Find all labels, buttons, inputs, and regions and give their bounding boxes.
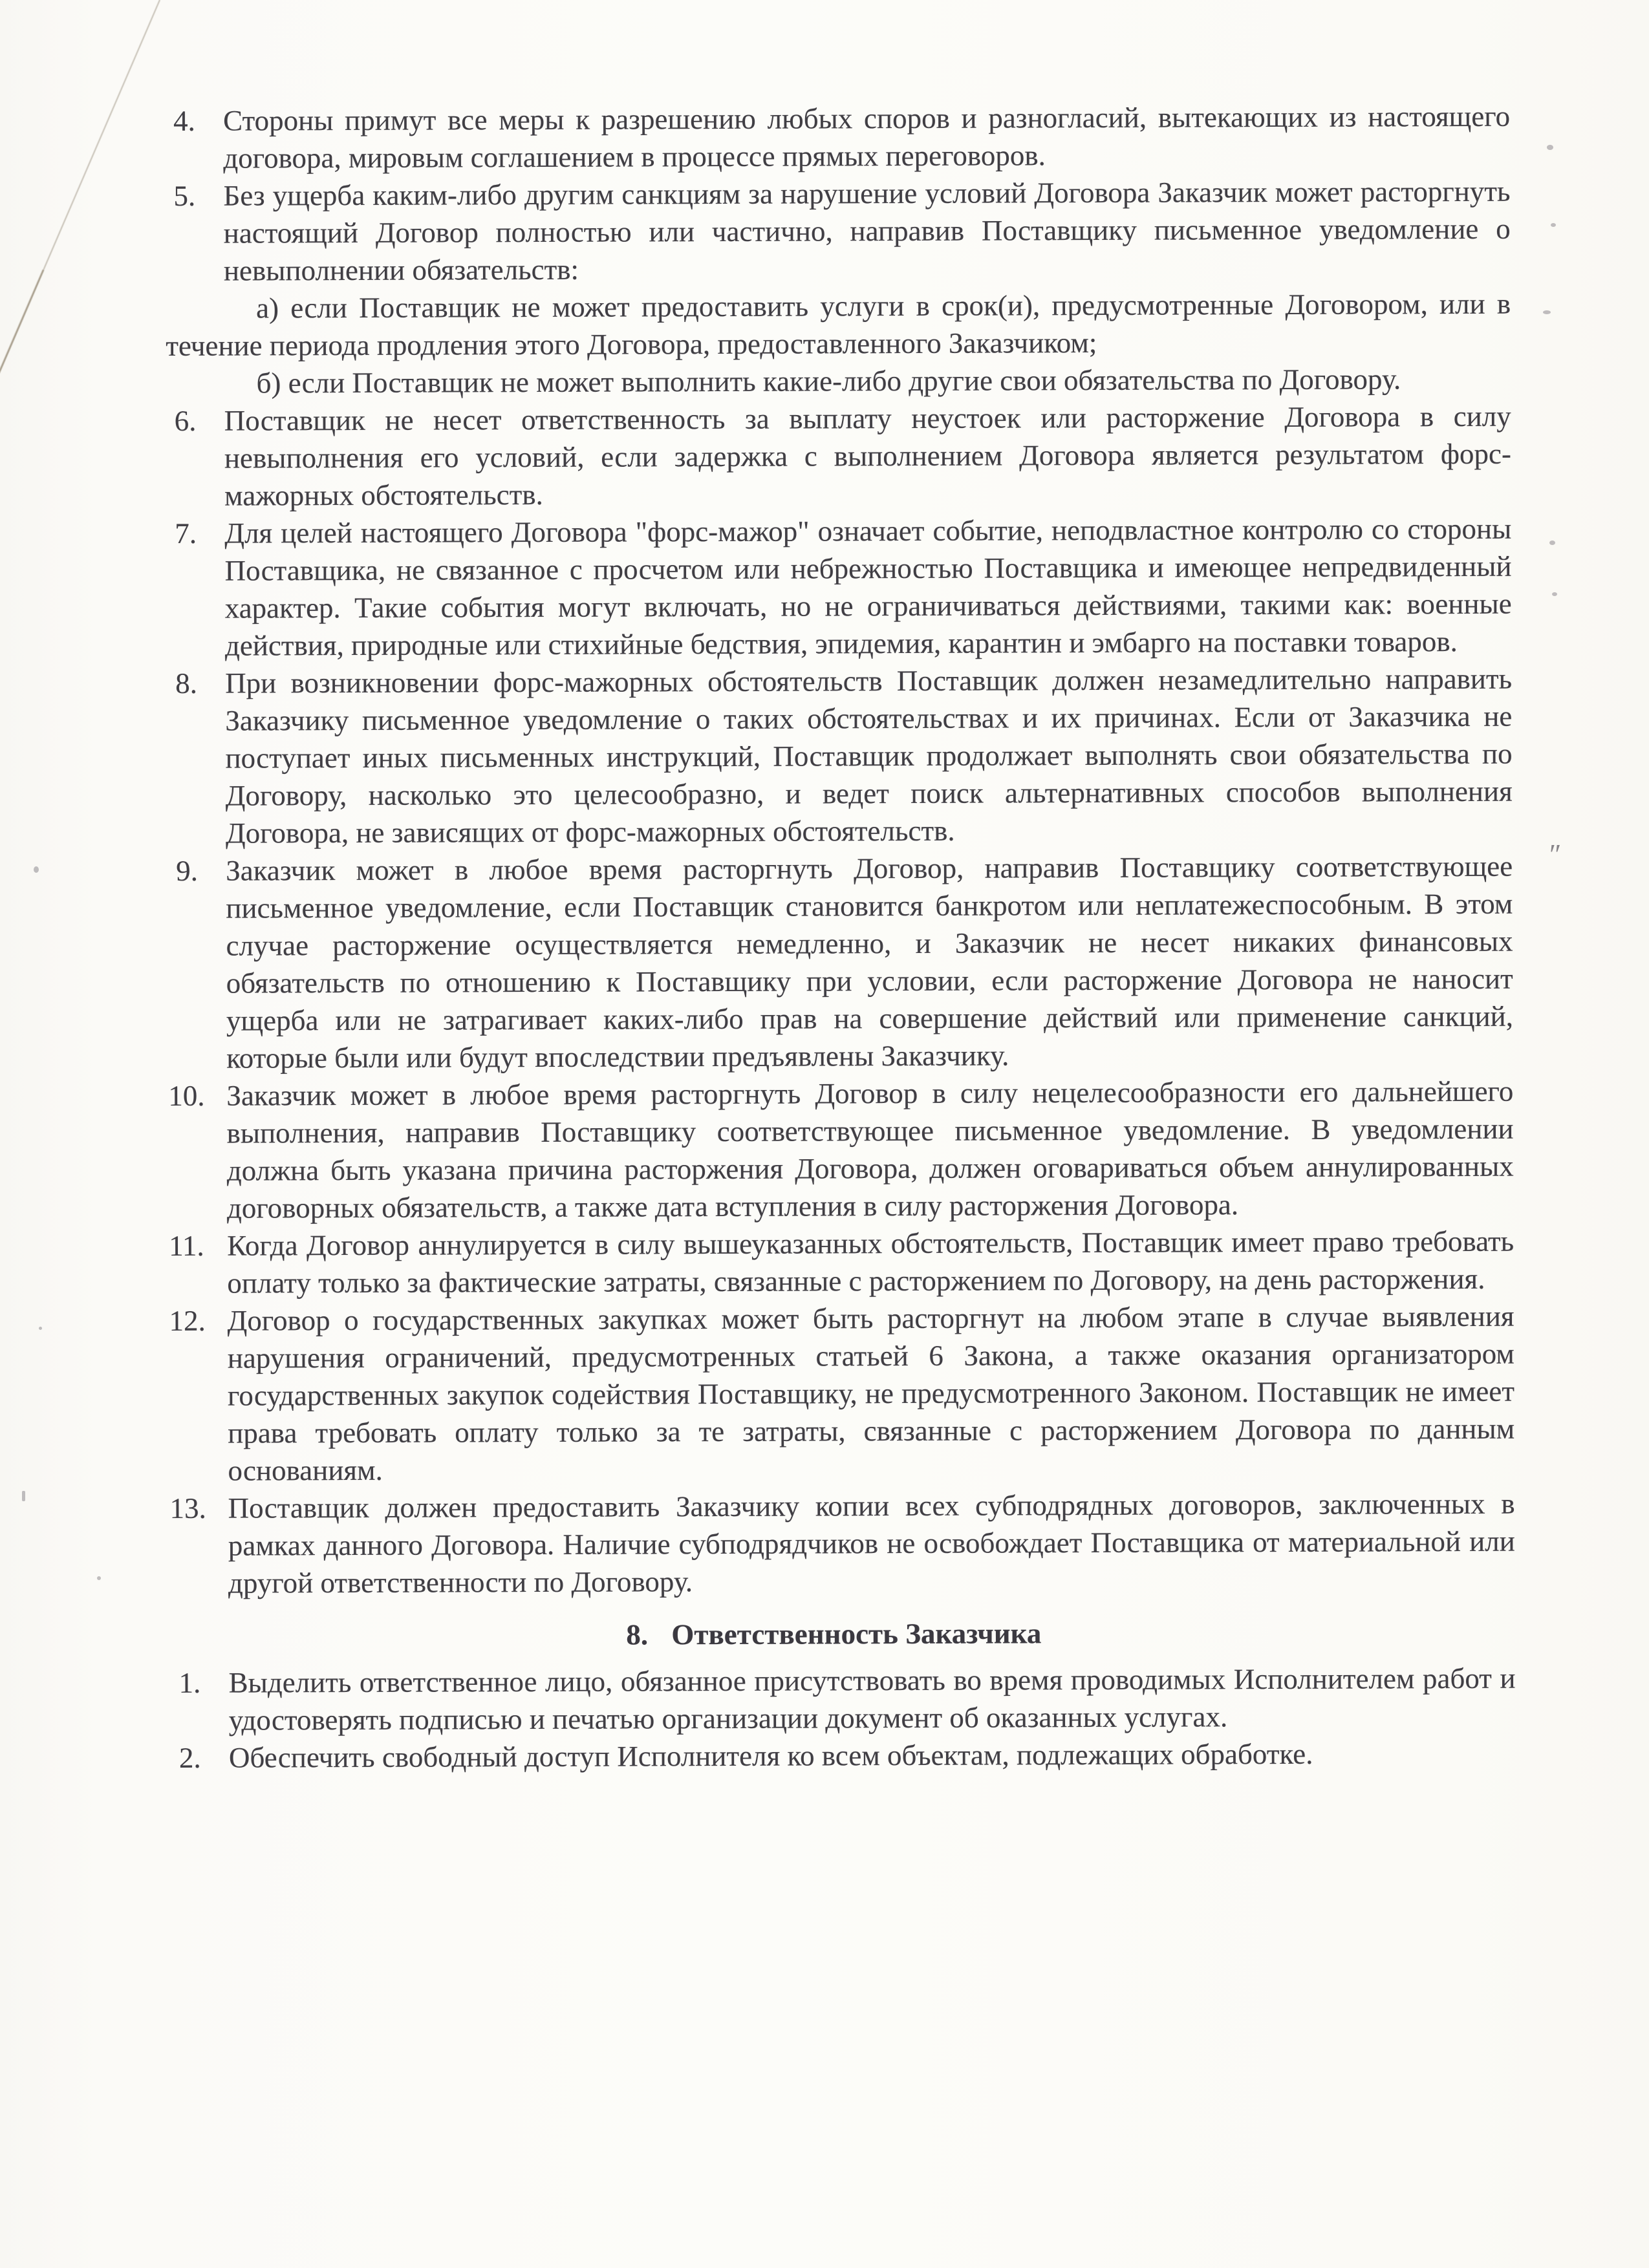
section-title: Ответственность Заказчика [671,1617,1042,1651]
scan-speck [1549,540,1555,545]
clause-item-12 [169,1298,1514,1490]
clause-text: Стороны примут все меры к разрешению любых споров и разногласий, вытекающих из настоящего договора, мировым соглашением в процессе прямых переговоров. [223,100,1511,175]
clause-number: 4. [173,104,195,137]
clause-text: б) если Поставщик не может выполнить какие-либо другие свои обязательства по Договору. [256,363,1401,400]
scan-crease-artifact-dark [0,270,45,376]
clause-number: 7. [175,517,197,550]
contract-text-block [165,98,1516,1777]
scan-speck [1552,592,1557,596]
clause-number: 11. [169,1229,204,1262]
clause-text: Когда Договор аннулируется в силу вышеуказанных обстоятельств, Поставщик имеет право требовать оплату только за фактические затраты, связанные с расторжением по Договору, на день расторжения. [227,1225,1514,1300]
scan-quote-artifact: ″ [1549,839,1562,870]
clause-text: Заказчик может в любое время расторгнуть Договор в силу нецелесообразности его дальнейшего выполнения, направив Поставщику соответствующее письменное уведомление. В уведомлении должна быть указана причина расторжения Договора, должен оговариваться объем аннулированных договорных обязательств, а также дата вступления в силу расторжения Договора. [226,1075,1514,1225]
clause-subitem-a [166,285,1511,365]
clause-item-6 [166,398,1512,515]
clause-item-13 [169,1485,1515,1602]
clause-text: а) если Поставщик не может предоставить услуги в срок(и), предусмотренные Договором, или в течение периода продления этого Договора, предоставленного Заказчиком; [166,287,1511,362]
clause-number: 12. [169,1304,206,1337]
scan-crease-artifact [0,0,161,381]
clause-number: 6. [174,404,197,437]
clause-number: 1. [178,1666,201,1699]
scan-speck [1547,145,1553,150]
clause-text: При возникновении форс-мажорных обстоятельств Поставщик должен незамедлительно направить Заказчику письменное уведомление о таких обстоятельствах и их причинах. Если от Заказчика не поступает иных письменных инструкций, Поставщик продолжает выполнять свои обязательства по Договору, насколько это целесообразно, и ведет поиск альтернативных способов выполнения Договора, не зависящих от форс-мажорных обстоятельств. [225,662,1513,850]
section-number: 8. [626,1618,649,1651]
clause-number: 13. [169,1492,206,1524]
clause-item-10 [168,1073,1514,1227]
scan-speck [22,1491,25,1501]
clause-item-5 [165,173,1511,290]
clause-number: 2. [178,1741,201,1774]
responsibility-item-1 [170,1660,1515,1739]
scan-speck [97,1576,101,1580]
clause-number: 10. [168,1079,205,1112]
clause-number: 9. [176,854,198,887]
scan-speck [39,1327,42,1330]
clause-item-8 [167,660,1513,852]
clause-text: Поставщик не несет ответственность за выплату неустоек или расторжение Договора в силу невыполнения его условий, если задержка с выполнением Договора является результатом форс-мажорных обстоятельств. [224,400,1511,512]
scan-speck [1543,310,1551,314]
clause-text: Договор о государственных закупках может быть расторгнут на любом этапе в случае выявления нарушения ограничений, предусмотренных статьей 6 Закона, а также оказания организатором государственных закупок содействия Поставщику, не предусмотренного Законом. Поставщик не имеет права требовать оплату только за те затраты, связанные с расторжением Договора по данным основаниям. [227,1300,1515,1487]
scan-speck [34,866,39,873]
clause-number: 8. [175,667,197,700]
clause-item-9 [167,848,1513,1077]
clause-item-7 [166,510,1512,665]
clause-text: Выделить ответственное лицо, обязанное присутствовать во время проводимых Исполнителем работ и удостоверять подписью и печатью организации документ об оказанных услугах. [228,1662,1516,1737]
clause-item-4 [165,98,1510,177]
clause-text: Поставщик должен предоставить Заказчику копии всех субподрядных договоров, заключенных в рамках данного Договора. Наличие субподрядчиков не освобождает Поставщика от материальной или другой ответственности по Договору. [228,1487,1515,1599]
scan-speck [1551,223,1556,227]
clause-text: Без ущерба каким-либо другим санкциям за нарушение условий Договора Заказчик может расторгнуть настоящий Договор полностью или частично, направив Поставщику письменное уведомление о невыполнении обязательств: [223,175,1511,287]
clause-subitem-b [166,360,1511,402]
clause-text: Обеспечить свободный доступ Исполнителя ко всем объектам, подлежащих обработке. [228,1737,1313,1774]
clause-number: 5. [173,179,196,212]
section-8-heading [170,1613,1515,1655]
clause-text: Для целей настоящего Договора "форс-мажор" означает событие, неподвластное контролю со стороны Поставщика, не связанное с просчетом или небрежностью Поставщика и имеющее непредвиденный характер. Такие события могут включать, но не ограничиваться действиями, такими как: военные действия, природные или стихийные бедствия, эпидемия, карантин и эмбарго на поставки товаров. [224,512,1512,662]
clause-text: Заказчик может в любое время расторгнуть Договор, направив Поставщику соответствующее письменное уведомление, если Поставщик становится банкротом или неплатежеспособным. В этом случае расторжение осуществляется немедленно, и Заказчик не несет никаких финансовых обязательств по отношению к Поставщику при условии, если расторжение Договора не наносит ущерба или не затрагивает каких-либо прав на совершение действий или применение санкций, которые были или будут впоследствии предъявлены Заказчику. [226,850,1514,1075]
clause-item-11 [169,1223,1514,1302]
responsibility-item-2 [171,1735,1516,1777]
